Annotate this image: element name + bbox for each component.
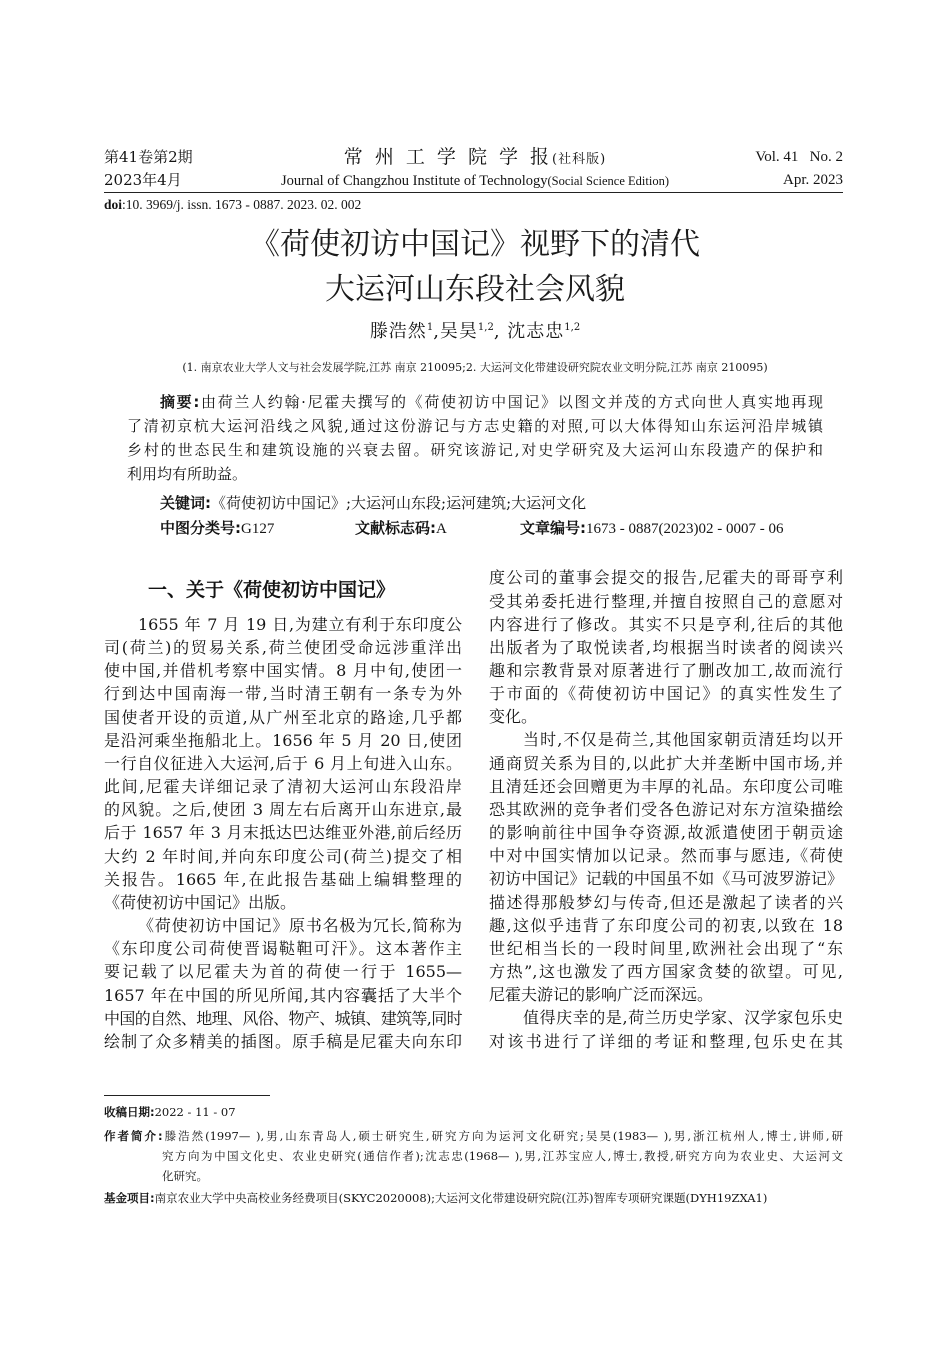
keywords-text: 《荷使初访中国记》;大运河山东段;运河建筑;大运河文化 xyxy=(211,494,587,512)
body-line: 当时,不仅是荷兰,其他国家朝贡清廷均以开 xyxy=(523,730,843,750)
body-line: 恐其欧洲的竞争者们受各色游记对东方渲染描绘 xyxy=(489,799,843,819)
document-code xyxy=(355,516,447,541)
body-line: 的风貌。之后,使团 3 周左右后离开山东进京,最 xyxy=(104,800,462,820)
author-name: ,吴昊 xyxy=(433,321,478,342)
body-line: 变化。 xyxy=(489,707,538,727)
author-bio-text: 滕浩然(1997— ),男,山东青岛人,硕士研究生,研究方向为运河文化研究;吴昊(1983— ),男,浙江杭州人,博士,讲师,研 xyxy=(162,1129,843,1143)
journal-edition-en: (Social Science Edition) xyxy=(547,174,669,188)
affiliations: (1. 南京农业大学人文与社会发展学院,江苏 南京 210095;2. 大运河文化带建设研究院农业文明分院,江苏 南京 210095) xyxy=(182,361,768,374)
journal-edition-cn: (社科版) xyxy=(552,152,607,167)
body-line: 一行自仪征进入大运河,后于 6 月上旬进入山东。 xyxy=(104,753,462,773)
doi-value: :10. 3969/j. issn. 1673 - 0887. 2023. 02. 002 xyxy=(122,197,362,212)
left-column xyxy=(104,613,462,1053)
abstract xyxy=(127,390,823,486)
volume-issue: 第41卷第2期 xyxy=(104,148,193,166)
publication-date-cn: 2023年4月 xyxy=(104,171,182,189)
abstract-line xyxy=(160,390,823,414)
body-line: 值得庆幸的是,荷兰历史学家、汉学家包乐史 xyxy=(523,1008,843,1028)
article-number-label: 文章编号: xyxy=(520,519,586,537)
body-line: 中对中国实情加以记录。然而事与愿违,《荷使 xyxy=(489,846,843,866)
body-line: 内容进行了修改。其实不只是亨利,往后的其他 xyxy=(489,614,843,634)
clc-label: 中图分类号: xyxy=(160,519,241,537)
author-affiliation-mark: 1,2 xyxy=(477,322,494,333)
body-line: 国使者开设的贡道,从广州至北京的路途,几乎都 xyxy=(104,707,462,727)
body-line: 且清廷还会回赠更为丰厚的礼品。东印度公司唯 xyxy=(489,776,843,796)
author-bio-line: 究方向为中国文化史、农业史研究(通信作者);沈志忠(1968— ),男,江苏宝应人,博士,教授,研究方向为农业史、大运河文 xyxy=(162,1149,843,1163)
body-line: 《荷使初访中国记》原书名极为冗长,简称为 xyxy=(138,916,462,936)
right-column xyxy=(489,566,843,1052)
body-line: 关报告。1665 年,在此报告基础上编辑整理的 xyxy=(104,869,462,889)
funding-label: 基金项目: xyxy=(104,1191,155,1205)
body-line: 尼霍夫游记的影响广泛而深远。 xyxy=(489,985,714,1005)
body-line: 度公司的董事会提交的报告,尼霍夫的哥哥亨利 xyxy=(489,568,843,588)
author-bio-line xyxy=(104,1126,843,1146)
doi-label: doi xyxy=(104,197,123,212)
body-line: 此间,尼霍夫详细记录了清初大运河山东段沿岸 xyxy=(104,777,462,797)
author-list xyxy=(0,319,950,345)
body-line: 世纪相当长的一段时间里,欧洲社会出现了“东 xyxy=(489,938,843,958)
abstract-line: 乡村的世态民生和建筑设施的兴衰去留。研究该游记,对史学研究及大运河山东段遗产的保护和 xyxy=(127,441,823,459)
body-line: 是沿河乘坐拖船北上。1656 年 5 月 20 日,使团 xyxy=(104,730,462,750)
body-line: 趣和宗教背景对原著进行了删改加工,故而流行 xyxy=(489,661,843,681)
article-title-line-2: 大运河山东段社会风貌 xyxy=(325,272,625,307)
body-line: 要记载了以尼霍夫为首的荷使一行于 1655— xyxy=(104,962,462,982)
body-line: 中国的自然、地理、风俗、物产、城镇、建筑等,同时 xyxy=(104,1008,462,1028)
journal-name-en: Journal of Changzhou Institute of Technology xyxy=(280,173,548,189)
body-line: 1657 年在中国的所见所闻,其内容囊括了大半个 xyxy=(104,985,462,1005)
clc-value: G127 xyxy=(241,521,275,537)
author-bio-line: 化研究。 xyxy=(162,1169,208,1183)
body-line: 司(荷兰)的贸易关系,荷兰使团受命远涉重洋出 xyxy=(104,638,462,658)
author-affiliation-mark: 1,2 xyxy=(564,322,581,333)
body-line: 《东印度公司荷使晋谒鞑靼可汗》。这本著作主 xyxy=(104,939,462,959)
section-heading: 一、关于《荷使初访中国记》 xyxy=(148,579,396,601)
journal-name-cn: 常 州 工 学 院 学 报 xyxy=(343,146,553,168)
abstract-label: 摘要: xyxy=(160,393,200,411)
body-line: 初访中国记》记载的中国虽不如《马可波罗游记》 xyxy=(489,869,843,889)
body-line: 通商贸关系为目的,以此扩大并垄断中国市场,并 xyxy=(489,753,843,773)
publication-date-en: Apr. 2023 xyxy=(783,172,843,188)
abstract-line: 了清初京杭大运河沿线之风貌,通过这份游记与方志史籍的对照,可以大体得知山东运河沿岸城镇 xyxy=(127,417,823,435)
body-line: 绘制了众多精美的插图。原手稿是尼霍夫向东印 xyxy=(104,1031,462,1051)
document-code-label: 文献标志码: xyxy=(355,519,436,537)
body-line: 方热”,这也激发了西方国家贪婪的欲望。可见, xyxy=(489,962,843,982)
body-line: 出版者为了取悦读者,均根据当时读者的阅读兴 xyxy=(489,637,843,657)
body-line: 《荷使初访中国记》出版。 xyxy=(104,892,297,912)
body-line: 后于 1657 年 3 月末抵达巴达维亚外港,前后经历 xyxy=(104,823,462,843)
footnote-rule xyxy=(104,1095,270,1096)
author-name: , 沈志忠 xyxy=(493,321,565,342)
funding xyxy=(104,1188,843,1208)
header-rule xyxy=(104,192,843,193)
author-bio-label: 作者简介: xyxy=(104,1129,163,1143)
author-name: 滕浩然 xyxy=(369,321,427,342)
clc-number xyxy=(160,516,274,541)
article-number-value: 1673 - 0887(2023)02 - 0007 - 06 xyxy=(586,521,784,537)
body-line: 的影响前往中国争夺资源,故派遣使团于朝贡途 xyxy=(489,823,843,843)
doi xyxy=(104,196,361,214)
article-number xyxy=(520,516,783,541)
body-line: 使中国,并借机考察中国实情。8 月中旬,使团一 xyxy=(104,661,462,681)
received-date-label: 收稿日期: xyxy=(104,1105,155,1119)
received-date-value: 2022 - 11 - 07 xyxy=(154,1105,236,1119)
author-affiliation-mark: 1 xyxy=(426,322,434,333)
abstract-text: 由荷兰人约翰·尼霍夫撰写的《荷使初访中国记》以图文并茂的方式向世人真实地再现 xyxy=(199,393,824,411)
body-line: 大约 2 年时间,并向东印度公司(荷兰)提交了相 xyxy=(104,846,462,866)
body-line: 行到达中国南海一带,当时清王朝有一条专为外 xyxy=(104,684,462,704)
article-title-line-1: 《荷使初访中国记》视野下的清代 xyxy=(250,227,700,262)
body-line: 对该书进行了详细的考证和整理,包乐史在其 xyxy=(489,1031,843,1051)
body-line: 趣,这似乎违背了东印度公司的初衷,以致在 18 xyxy=(489,915,843,935)
body-line: 于市面的《荷使初访中国记》的真实性发生了 xyxy=(489,684,843,704)
body-line: 受其弟委托进行整理,并擅自按照自己的意愿对 xyxy=(489,591,843,611)
body-line: 1655 年 7 月 19 日,为建立有利于东印度公 xyxy=(138,615,462,634)
funding-text: 南京农业大学中央高校业务经费项目(SKYC2020008);大运河文化带建设研究院(江苏)智库专项研究课题(DYH19ZXA1) xyxy=(154,1191,768,1205)
keywords-label: 关键词: xyxy=(160,494,211,512)
document-code-value: A xyxy=(436,521,447,537)
body-line: 描述得那般梦幻与传奇,但还是激起了读者的兴 xyxy=(489,892,843,912)
volume-number-en: Vol. 41 No. 2 xyxy=(755,149,843,165)
abstract-line: 利用均有所助益。 xyxy=(127,465,248,483)
received-date xyxy=(104,1102,236,1122)
keywords xyxy=(160,491,823,515)
